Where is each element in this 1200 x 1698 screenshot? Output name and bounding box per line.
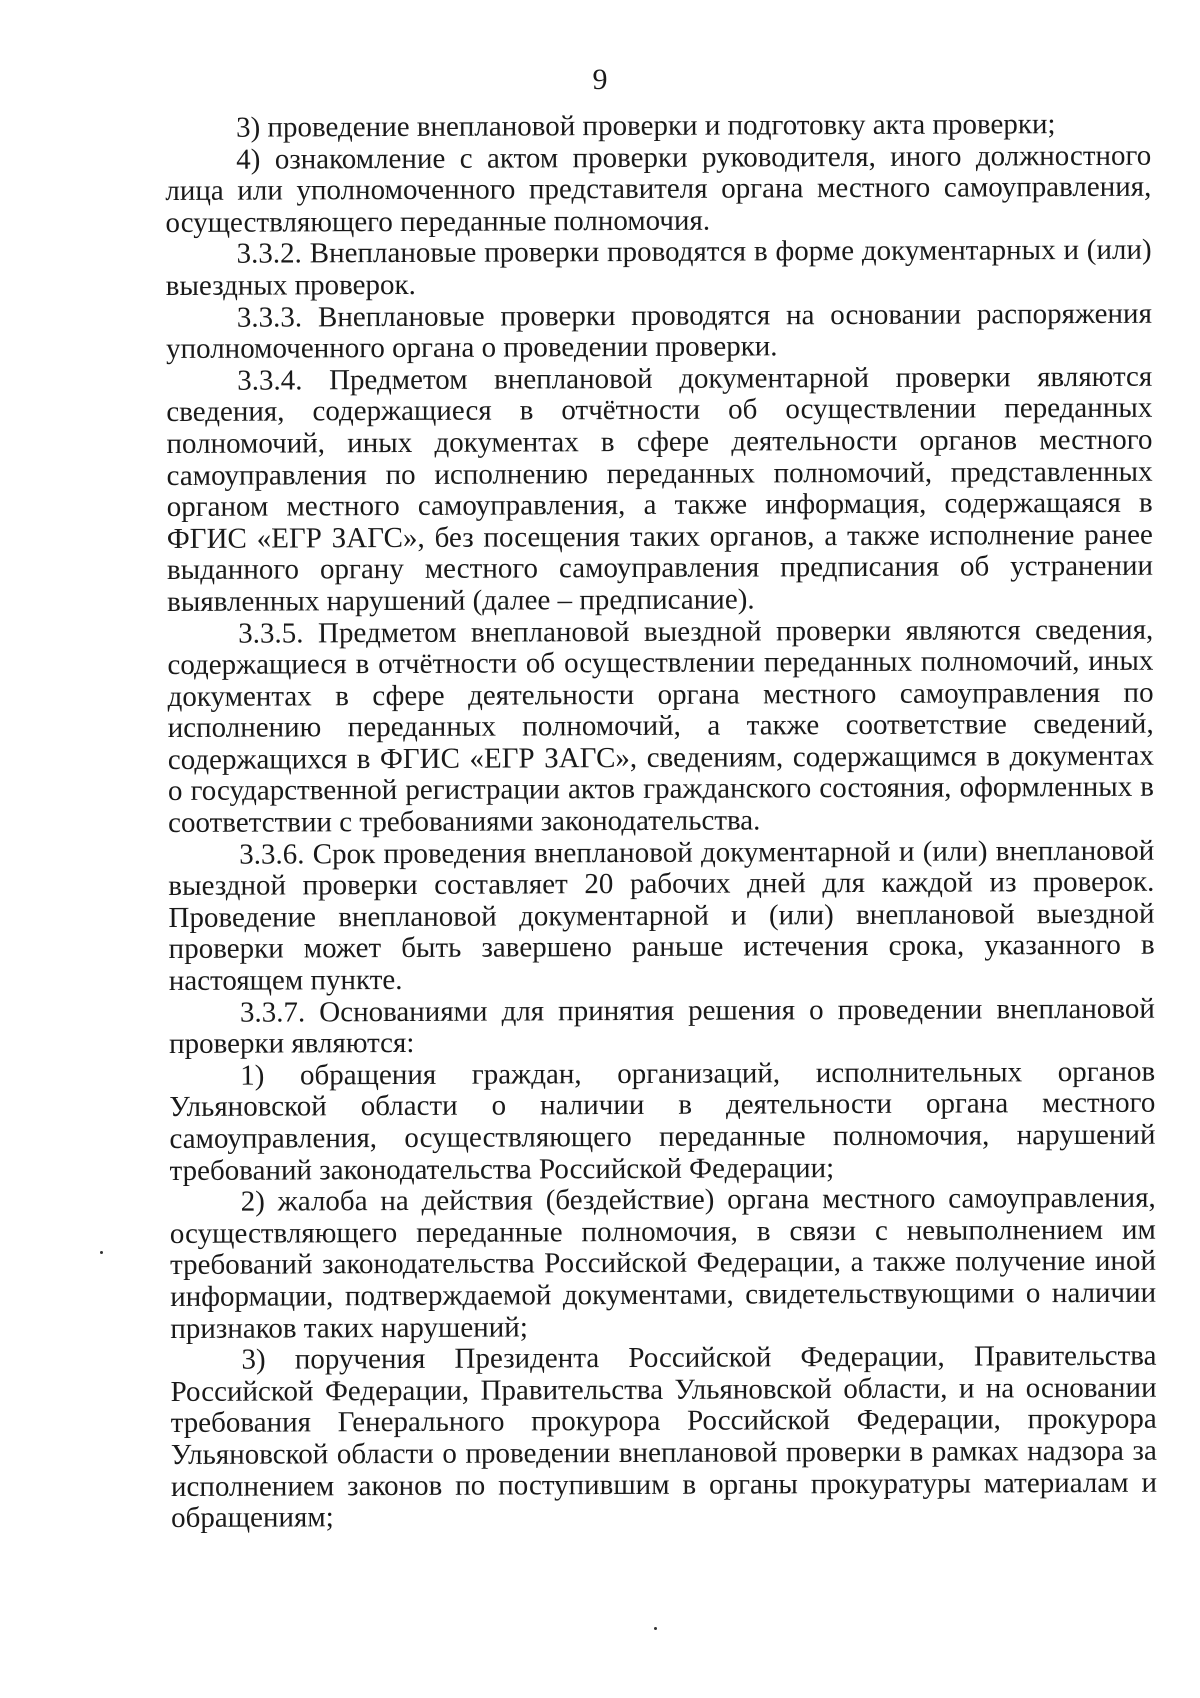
document-body — [165, 109, 1157, 1535]
paragraph-basis-1: 1) обращения граждан, организаций, исполнительных органов Ульяновской области о наличии в деятельности органа местного самоуправления, осуществляющего переданные полномочия, нарушений требований законодательства Российской Федерации; — [169, 1055, 1156, 1187]
paragraph-3-3-6: 3.3.6. Срок проведения внеплановой документарной и (или) внеплановой выездной проверки составляет 20 рабочих дней для каждой из проверок. Проведение внеплановой документарной и (или) внеплановой выездной проверки может быть завершено раньше истечения срока, указанного в настоящем пункте. — [168, 834, 1155, 998]
paragraph-3-3-4: 3.3.4. Предметом внеплановой документарной проверки являются сведения, содержащиеся в отчётности об осуществлении переданных полномочий, иных документах в сфере деятельности органов местного самоуправления по исполнению переданных полномочий, представленных органом местного самоуправления, а также информация, содержащаяся в ФГИС «ЕГР ЗАГС», без посещения таких органов, а также исполнение ранее выданного органу местного самоуправления предписания об устранении выявленных нарушений (далее – предписание). — [166, 360, 1154, 618]
paragraph-3-3-7: 3.3.7. Основаниями для принятия решения о проведении внеплановой проверки являются: — [168, 992, 1155, 1061]
paragraph-3-3-5: 3.3.5. Предметом внеплановой выездной проверки являются сведения, содержащиеся в отчётности об осуществлении переданных полномочий, иных документах в сфере деятельности органа местного самоуправления по исполнению переданных полномочий, а также соответствие сведений, содержащихся в ФГИС «ЕГР ЗАГС», сведениям, содержащимся в документах о государственной регистрации актов гражданского состояния, оформленных в соответствии с требованиями законодательства. — [167, 613, 1155, 840]
paragraph-basis-3: 3) поручения Президента Российской Федерации, Правительства Российской Федерации, Правительства Ульяновской области, и на основании требования Генерального прокурора Российской Федерации, прокурора Ульяновской области о проведении внеплановой проверки в рамках надзора за исполнением законов по поступившим в органы прокуратуры материалам и обращениям; — [170, 1339, 1158, 1535]
paragraph-basis-2: 2) жалоба на действия (бездействие) органа местного самоуправления, осуществляющего переданные полномочия, в связи с невыполнением им требований законодательства Российской Федерации, а также получение иной информации, подтверждаемой документами, свидетельствующими о наличии признаков таких нарушений; — [169, 1181, 1157, 1345]
paragraph-item-3: 3) проведение внеплановой проверки и подготовку акта проверки; — [235, 108, 1056, 144]
paragraph-3-3-2: 3.3.2. Внеплановые проверки проводятся в форме документарных и (или) выездных проверок. — [165, 234, 1152, 302]
paragraph-item-4: 4) ознакомление с актом проверки руководителя, иного должностного лица или уполномоченного представителя органа местного самоуправления, осуществляющего переданные полномочия. — [165, 139, 1152, 239]
scan-speck — [654, 1627, 657, 1630]
paragraph-3-3-3: 3.3.3. Внеплановые проверки проводятся на основании распоряжения уполномоченного органа о проведении проверки. — [165, 297, 1152, 366]
scan-speck — [100, 1251, 103, 1254]
page-number: 9 — [592, 63, 608, 96]
